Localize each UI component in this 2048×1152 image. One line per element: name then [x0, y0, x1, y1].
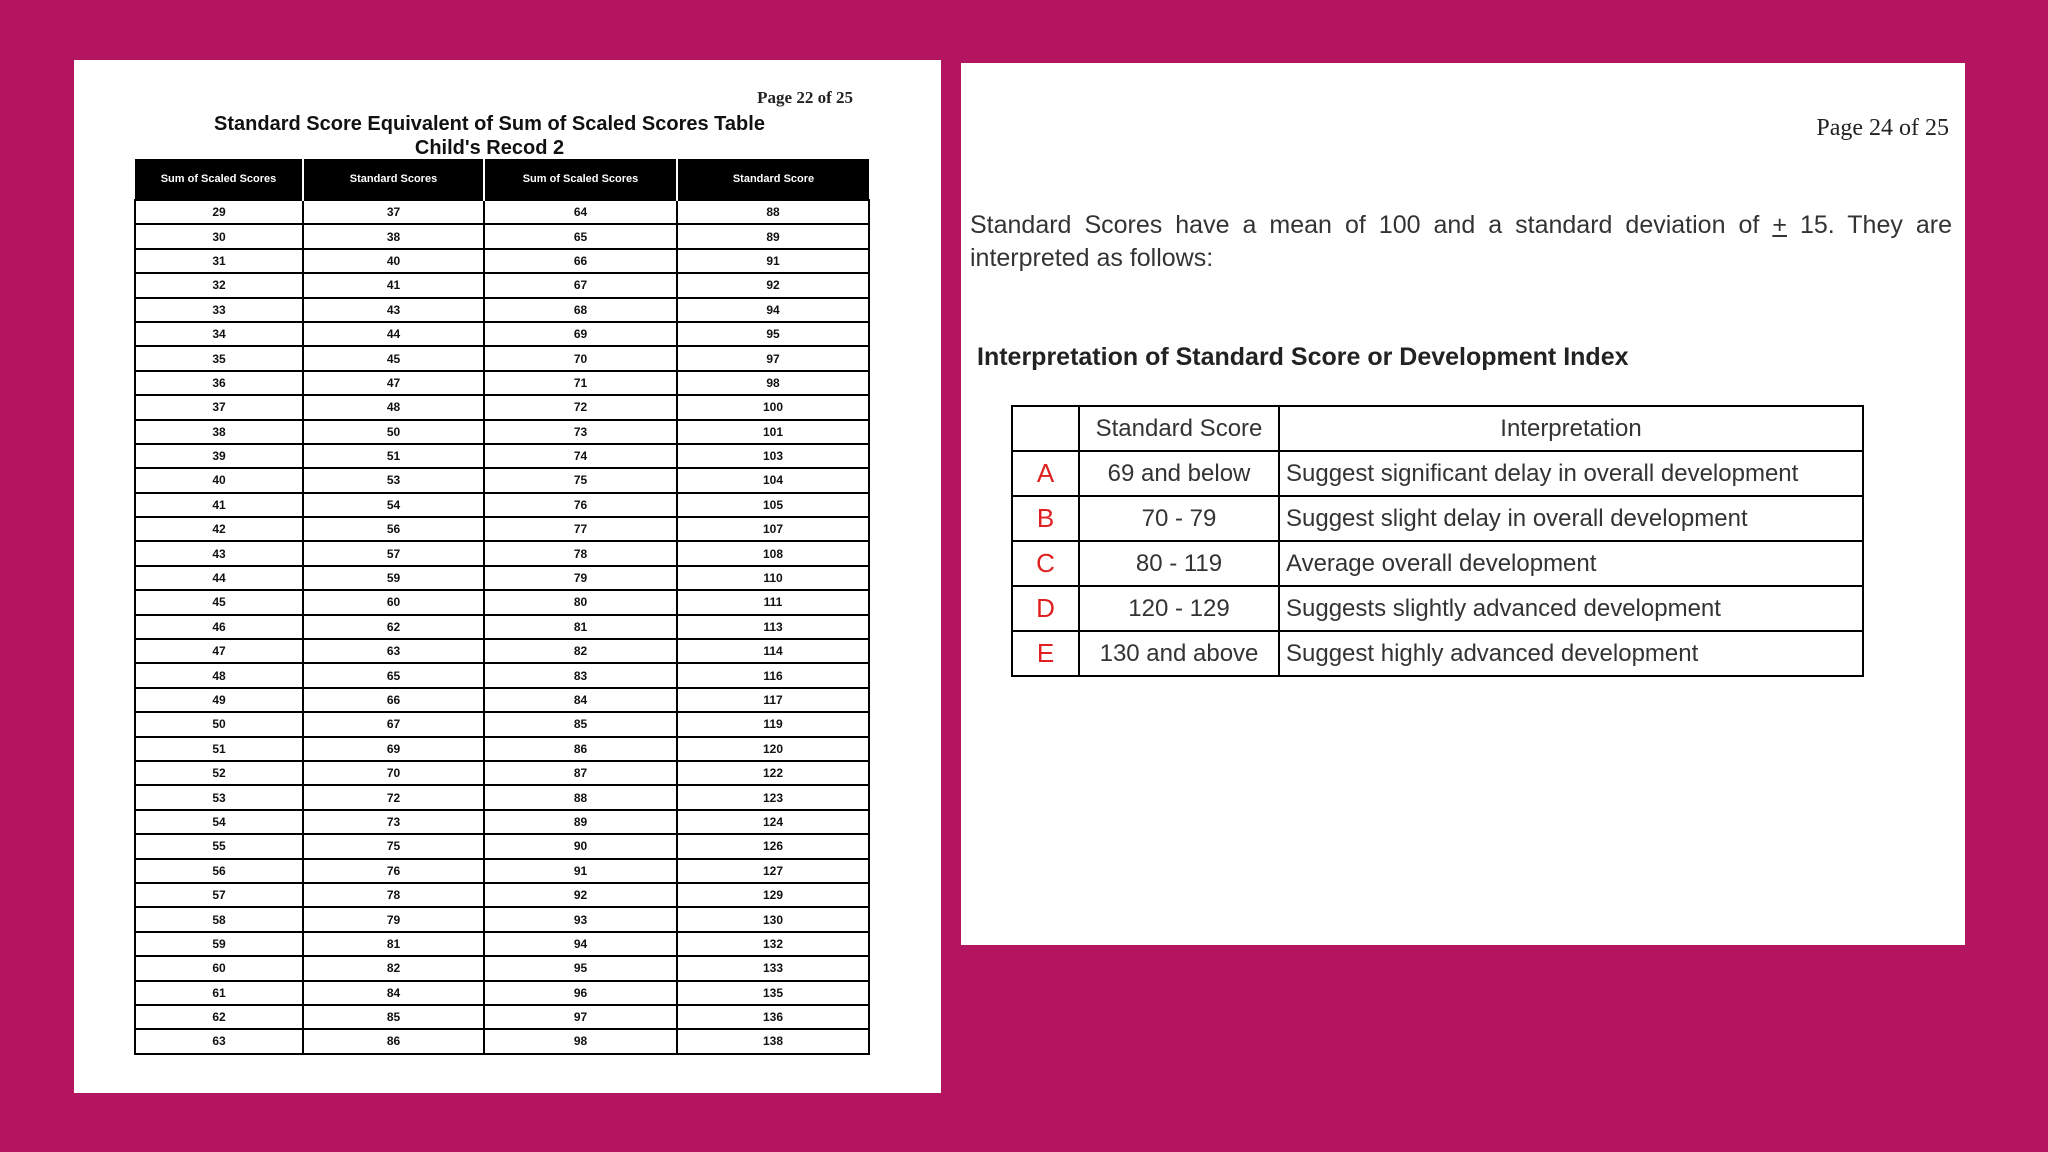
table-cell: 129: [677, 883, 869, 907]
table-cell: 77: [484, 517, 677, 541]
table-row: [135, 956, 869, 980]
table-cell: 70: [303, 761, 484, 785]
table-cell: 95: [677, 322, 869, 346]
table-row: [135, 517, 869, 541]
table-row: [135, 883, 869, 907]
row-score: 130 and above: [1079, 631, 1279, 676]
table-cell: 72: [303, 785, 484, 809]
row-interpretation: Suggests slightly advanced development: [1279, 586, 1863, 631]
row-letter: A: [1012, 451, 1079, 496]
scaled-scores-table: [134, 159, 870, 1055]
table-cell: 117: [677, 688, 869, 712]
table-cell: 98: [677, 371, 869, 395]
table-row: [135, 834, 869, 858]
table-cell: 96: [484, 981, 677, 1005]
table-cell: 138: [677, 1029, 869, 1053]
row-score: 69 and below: [1079, 451, 1279, 496]
table-title-line2: Child's Recod 2: [414, 137, 565, 159]
table-cell: 59: [135, 932, 303, 956]
table-cell: 65: [303, 663, 484, 687]
table-cell: 114: [677, 639, 869, 663]
row-score: 80 - 119: [1079, 541, 1279, 586]
table-cell: 75: [484, 468, 677, 492]
table-cell: 86: [484, 737, 677, 761]
intro-paragraph: [970, 209, 1952, 275]
table-row: [135, 371, 869, 395]
table-cell: 50: [135, 712, 303, 736]
table-cell: 113: [677, 615, 869, 639]
table-cell: 122: [677, 761, 869, 785]
table-cell: 48: [303, 395, 484, 419]
left-document-page: [74, 60, 941, 1093]
table-cell: 78: [303, 883, 484, 907]
table-cell: 62: [135, 1005, 303, 1029]
table-cell: 92: [484, 883, 677, 907]
table-cell: 92: [677, 273, 869, 297]
row-interpretation: Average overall development: [1279, 541, 1863, 586]
table-cell: 85: [303, 1005, 484, 1029]
table-title: [74, 112, 941, 160]
row-letter: D: [1012, 586, 1079, 631]
table-cell: 124: [677, 810, 869, 834]
table-cell: 36: [135, 371, 303, 395]
row-interpretation: Suggest slight delay in overall development: [1279, 496, 1863, 541]
table-cell: 63: [303, 639, 484, 663]
table-row: [135, 639, 869, 663]
table-cell: 126: [677, 834, 869, 858]
table-row: [135, 541, 869, 565]
interp-row-a: [1012, 451, 1863, 496]
row-interpretation: Suggest highly advanced development: [1279, 631, 1863, 676]
table-cell: 61: [135, 981, 303, 1005]
table-cell: 132: [677, 932, 869, 956]
table-cell: 72: [484, 395, 677, 419]
row-score: 120 - 129: [1079, 586, 1279, 631]
intro-text-1: Standard Scores have a mean of 100 and a standard deviation of: [970, 211, 1773, 239]
table-cell: 37: [303, 200, 484, 224]
table-cell: 51: [303, 444, 484, 468]
table-cell: 68: [484, 298, 677, 322]
row-interpretation: Suggest significant delay in overall development: [1279, 451, 1863, 496]
table-cell: 108: [677, 541, 869, 565]
table-cell: 84: [484, 688, 677, 712]
table-cell: 97: [484, 1005, 677, 1029]
table-row: [135, 346, 869, 370]
table-row: [135, 1005, 869, 1029]
table-cell: 63: [135, 1029, 303, 1053]
table-cell: 130: [677, 907, 869, 931]
table-cell: 110: [677, 566, 869, 590]
table-cell: 71: [484, 371, 677, 395]
table-cell: 39: [135, 444, 303, 468]
header-blank: [1012, 406, 1079, 451]
interp-row-c: [1012, 541, 1863, 586]
table-cell: 107: [677, 517, 869, 541]
table-cell: 89: [677, 224, 869, 248]
table-cell: 38: [135, 420, 303, 444]
table-cell: 70: [484, 346, 677, 370]
table-cell: 45: [303, 346, 484, 370]
row-score: 70 - 79: [1079, 496, 1279, 541]
table-cell: 66: [484, 249, 677, 273]
interp-row-e: [1012, 631, 1863, 676]
table-cell: 43: [135, 541, 303, 565]
header-standard-score: Standard Score: [1079, 406, 1279, 451]
table-cell: 97: [677, 346, 869, 370]
table-cell: 79: [303, 907, 484, 931]
interp-header-row: [1012, 406, 1863, 451]
table-cell: 83: [484, 663, 677, 687]
row-letter: B: [1012, 496, 1079, 541]
table-cell: 88: [484, 785, 677, 809]
interpretation-table: [1011, 405, 1864, 677]
table-cell: 69: [484, 322, 677, 346]
table-cell: 48: [135, 663, 303, 687]
table-cell: 104: [677, 468, 869, 492]
table-cell: 40: [135, 468, 303, 492]
table-cell: 94: [677, 298, 869, 322]
table-row: [135, 932, 869, 956]
table-cell: 82: [484, 639, 677, 663]
table-cell: 123: [677, 785, 869, 809]
table-cell: 35: [135, 346, 303, 370]
table-cell: 82: [303, 956, 484, 980]
table-cell: 59: [303, 566, 484, 590]
table-cell: 62: [303, 615, 484, 639]
table-cell: 45: [135, 590, 303, 614]
table-cell: 60: [135, 956, 303, 980]
row-letter: C: [1012, 541, 1079, 586]
header-standard-scores-1: Standard Scores: [303, 159, 484, 200]
table-cell: 76: [484, 493, 677, 517]
table-cell: 42: [135, 517, 303, 541]
table-cell: 91: [484, 859, 677, 883]
table-row: [135, 322, 869, 346]
table-cell: 57: [303, 541, 484, 565]
table-cell: 87: [484, 761, 677, 785]
page-number: Page 24 of 25: [1816, 115, 1949, 141]
interp-row-b: [1012, 496, 1863, 541]
table-cell: 67: [484, 273, 677, 297]
table-cell: 56: [135, 859, 303, 883]
table-cell: 51: [135, 737, 303, 761]
plus-minus-sign: +: [1772, 211, 1787, 239]
table-cell: 44: [135, 566, 303, 590]
interpretation-heading: Interpretation of Standard Score or Development Index: [977, 343, 1629, 371]
table-cell: 80: [484, 590, 677, 614]
table-cell: 105: [677, 493, 869, 517]
table-row: [135, 981, 869, 1005]
header-standard-score-2: Standard Score: [677, 159, 869, 200]
table-cell: 50: [303, 420, 484, 444]
table-cell: 46: [135, 615, 303, 639]
table-row: [135, 395, 869, 419]
intro-text-2: 15. They are interpreted as follows:: [970, 211, 1952, 272]
table-cell: 40: [303, 249, 484, 273]
header-sum-scaled-scores-1: Sum of Scaled Scores: [135, 159, 303, 200]
table-cell: 136: [677, 1005, 869, 1029]
table-cell: 41: [135, 493, 303, 517]
table-row: [135, 615, 869, 639]
table-row: [135, 273, 869, 297]
table-cell: 37: [135, 395, 303, 419]
right-document-page: [961, 63, 1965, 945]
table-row: [135, 224, 869, 248]
table-row: [135, 590, 869, 614]
table-cell: 43: [303, 298, 484, 322]
table-row: [135, 785, 869, 809]
table-row: [135, 298, 869, 322]
table-cell: 53: [135, 785, 303, 809]
row-letter: E: [1012, 631, 1079, 676]
table-row: [135, 737, 869, 761]
table-row: [135, 249, 869, 273]
table-cell: 93: [484, 907, 677, 931]
table-cell: 135: [677, 981, 869, 1005]
table-cell: 69: [303, 737, 484, 761]
table-cell: 41: [303, 273, 484, 297]
table-row: [135, 810, 869, 834]
table-row: [135, 468, 869, 492]
table-row: [135, 688, 869, 712]
table-row: [135, 1029, 869, 1053]
table-cell: 88: [677, 200, 869, 224]
table-cell: 66: [303, 688, 484, 712]
table-cell: 76: [303, 859, 484, 883]
table-cell: 98: [484, 1029, 677, 1053]
table-cell: 81: [303, 932, 484, 956]
table-cell: 54: [303, 493, 484, 517]
table-cell: 54: [135, 810, 303, 834]
table-cell: 73: [484, 420, 677, 444]
table-cell: 57: [135, 883, 303, 907]
table-cell: 85: [484, 712, 677, 736]
table-cell: 47: [303, 371, 484, 395]
table-cell: 64: [484, 200, 677, 224]
table-cell: 44: [303, 322, 484, 346]
page-number: Page 22 of 25: [757, 88, 853, 107]
table-row: [135, 493, 869, 517]
table-cell: 34: [135, 322, 303, 346]
table-cell: 67: [303, 712, 484, 736]
table-cell: 120: [677, 737, 869, 761]
table-cell: 84: [303, 981, 484, 1005]
table-cell: 90: [484, 834, 677, 858]
table-cell: 78: [484, 541, 677, 565]
table-cell: 56: [303, 517, 484, 541]
table-cell: 119: [677, 712, 869, 736]
table-cell: 38: [303, 224, 484, 248]
table-title-line1: Standard Score Equivalent of Sum of Scaled Scores Table: [214, 113, 765, 135]
table-cell: 91: [677, 249, 869, 273]
table-cell: 95: [484, 956, 677, 980]
table-cell: 81: [484, 615, 677, 639]
table-row: [135, 420, 869, 444]
table-cell: 89: [484, 810, 677, 834]
table-row: [135, 907, 869, 931]
table-cell: 86: [303, 1029, 484, 1053]
table-cell: 32: [135, 273, 303, 297]
table-row: [135, 663, 869, 687]
table-cell: 127: [677, 859, 869, 883]
table-cell: 58: [135, 907, 303, 931]
table-cell: 101: [677, 420, 869, 444]
table-cell: 30: [135, 224, 303, 248]
table-row: [135, 859, 869, 883]
table-row: [135, 200, 869, 224]
table-cell: 75: [303, 834, 484, 858]
table-cell: 52: [135, 761, 303, 785]
table-row: [135, 761, 869, 785]
table-cell: 60: [303, 590, 484, 614]
table-cell: 73: [303, 810, 484, 834]
table-cell: 111: [677, 590, 869, 614]
header-interpretation: Interpretation: [1279, 406, 1863, 451]
table-cell: 49: [135, 688, 303, 712]
table-cell: 55: [135, 834, 303, 858]
table-cell: 47: [135, 639, 303, 663]
table-cell: 31: [135, 249, 303, 273]
table-header-row: [135, 159, 869, 200]
table-cell: 33: [135, 298, 303, 322]
table-row: [135, 712, 869, 736]
table-cell: 65: [484, 224, 677, 248]
header-sum-scaled-scores-2: Sum of Scaled Scores: [484, 159, 677, 200]
table-cell: 53: [303, 468, 484, 492]
table-cell: 103: [677, 444, 869, 468]
table-cell: 94: [484, 932, 677, 956]
table-cell: 79: [484, 566, 677, 590]
table-cell: 29: [135, 200, 303, 224]
interp-row-d: [1012, 586, 1863, 631]
table-cell: 100: [677, 395, 869, 419]
table-row: [135, 566, 869, 590]
table-cell: 133: [677, 956, 869, 980]
table-cell: 74: [484, 444, 677, 468]
table-row: [135, 444, 869, 468]
table-cell: 116: [677, 663, 869, 687]
